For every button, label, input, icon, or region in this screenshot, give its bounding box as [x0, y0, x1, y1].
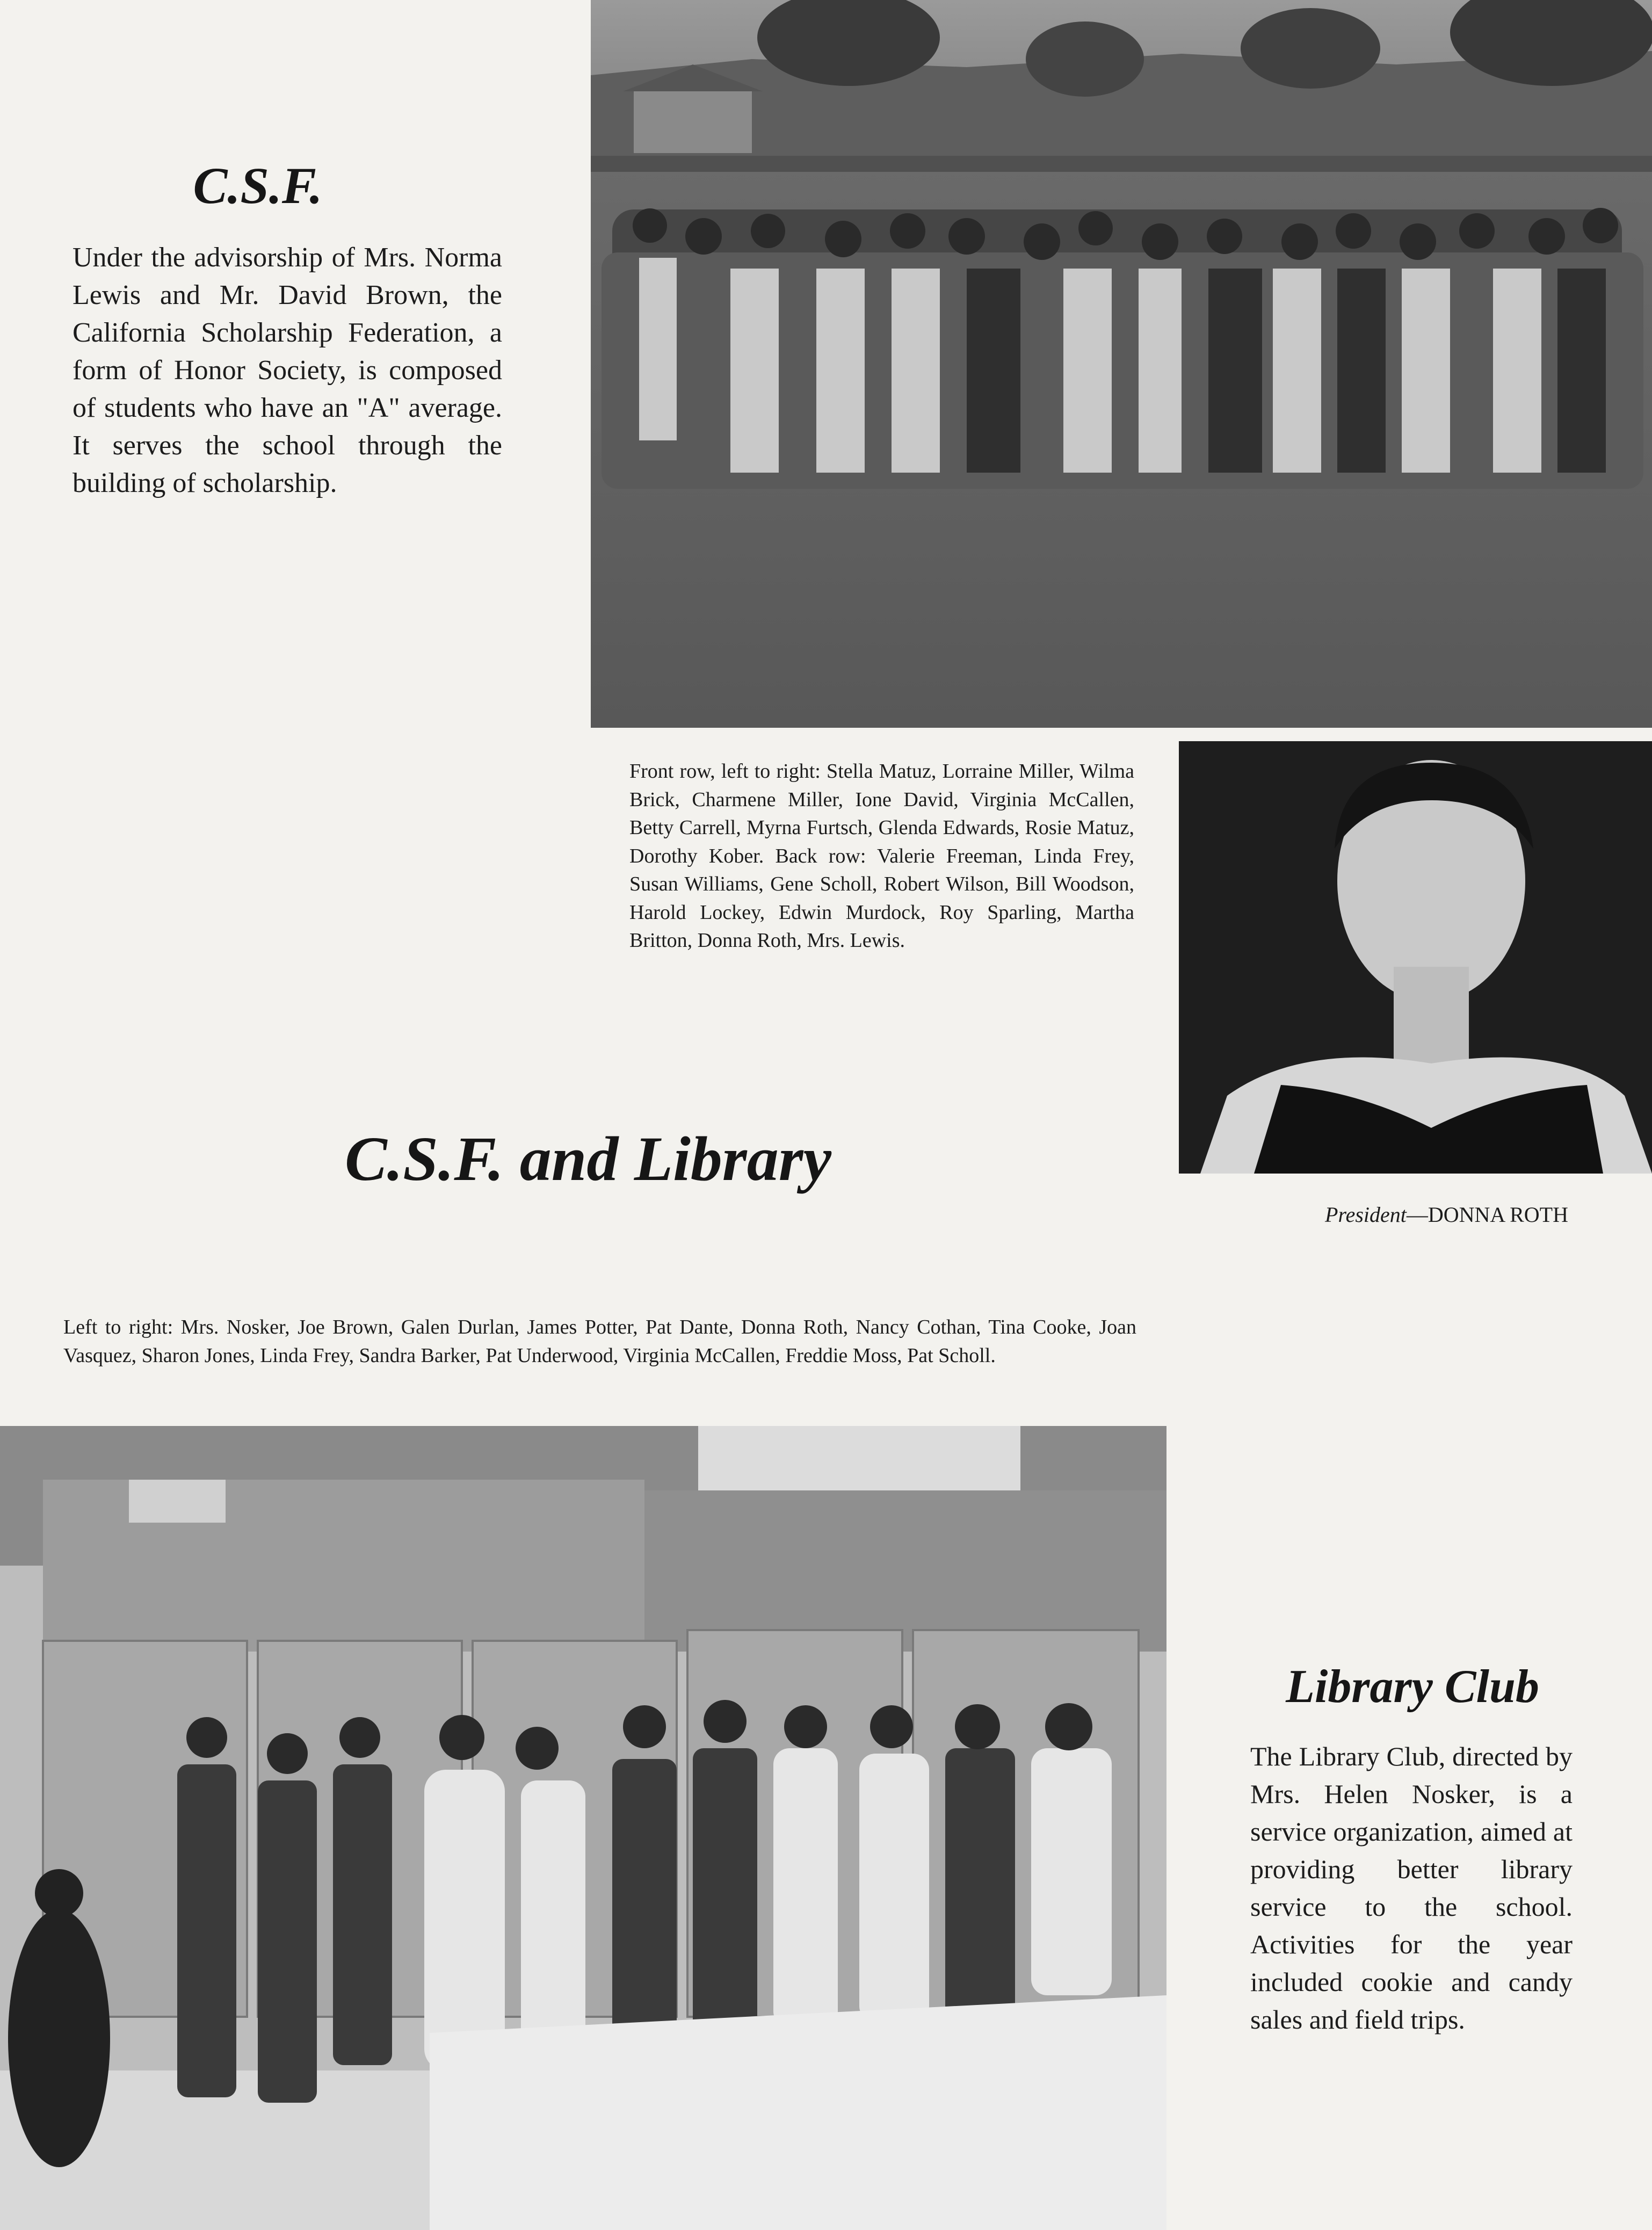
library-club-description: The Library Club, directed by Mrs. Helen Nosker, is a service organization, aimed at providing better library service to the school. Activities for the year included cookie and candy sales and field trips.: [1250, 1741, 1573, 2034]
president-name: DONNA ROTH: [1428, 1203, 1568, 1227]
president-portrait-image: [1179, 741, 1652, 1174]
csf-heading: C.S.F.: [193, 157, 323, 214]
page-title: C.S.F. and Library: [344, 1124, 832, 1194]
csf-group-photo: [591, 0, 1652, 728]
library-club-photo: [0, 1426, 1166, 2230]
csf-photo-caption: Front row, left to right: Stella Matuz, Lorraine Miller, Wilma Brick, Charmene Miller, Ione David, Virginia McCallen, Betty Carrell, Myrna Furtsch, Glenda Edwards, Rosie Matuz, Dorothy Kober. Back row: Valerie Freeman, Linda Frey, Susan Williams, Gene Scholl, Robert Wilson, Bill Woodson, Harold Lockey, Edwin Murdock, Roy Sparling, Martha Britton, Donna Roth, Mrs. Lewis.: [629, 760, 1134, 952]
library-club-heading: Library Club: [1286, 1661, 1539, 1713]
csf-group-photo-image: [591, 0, 1652, 728]
library-photo-caption: Left to right: Mrs. Nosker, Joe Brown, Galen Durlan, James Potter, Pat Dante, Donna Roth, Nancy Cothan, Tina Cooke, Joan Vasquez, Sharon Jones, Linda Frey, Sandra Barker, Pat Underwood, Virginia McCallen, Freddie Moss, Pat Scholl.: [63, 1316, 1136, 1367]
president-caption: [1267, 1202, 1568, 1227]
csf-description: Under the advisorship of Mrs. Norma Lewis and Mr. David Brown, the California Scholarship Federation, a form of Honor Society, is composed of students who have an "A" average. It serves the school through the building of scholarship.: [73, 242, 502, 498]
library-club-photo-image: [0, 1426, 1166, 2230]
president-separator: —: [1406, 1203, 1428, 1227]
president-role: President: [1325, 1203, 1407, 1227]
president-portrait: [1179, 741, 1652, 1174]
